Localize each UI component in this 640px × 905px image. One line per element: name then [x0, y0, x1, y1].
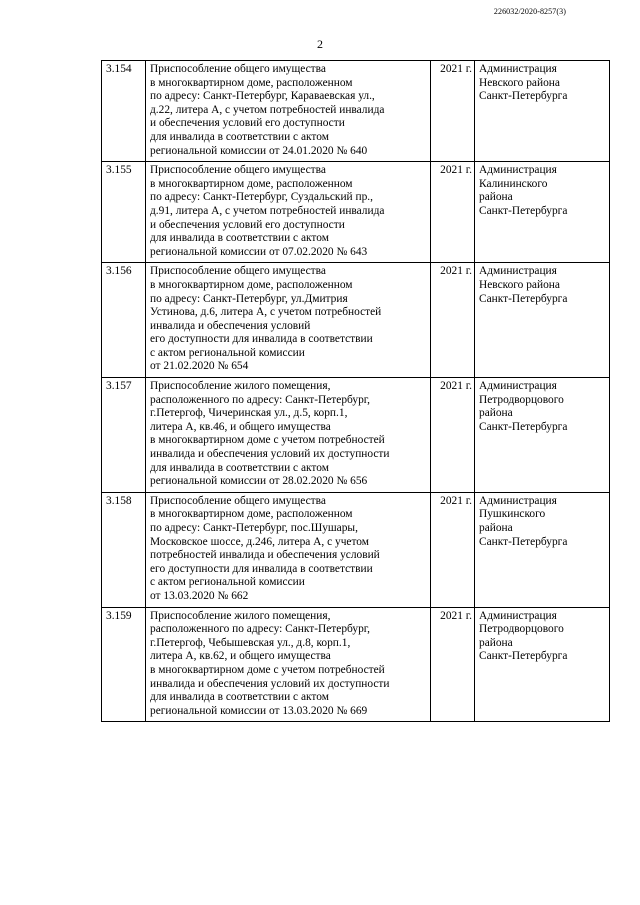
item-responsible: Администрация Петродворцового района Санкт-Петербурга: [475, 378, 610, 493]
item-responsible: Администрация Невского района Санкт-Петербурга: [475, 61, 610, 162]
table-row: [102, 378, 610, 493]
item-number: 3.157: [102, 378, 146, 493]
measures-table: [101, 60, 610, 722]
item-description: Приспособление жилого помещения, расположенного по адресу: Санкт-Петербург, г.Петергоф, Чичеринская ул., д.5, корп.1, литера А, кв.46, и общего имущества в многоквартирном доме с учетом потребностей инвалида и обеспечения условий их доступности для инвалида в соответствии с актом региональной комиссии от 28.02.2020 № 656: [146, 378, 431, 493]
item-year: 2021 г.: [431, 162, 475, 263]
item-number: 3.159: [102, 607, 146, 722]
table-row: [102, 492, 610, 607]
item-number: 3.154: [102, 61, 146, 162]
item-responsible: Администрация Петродворцового района Санкт-Петербурга: [475, 607, 610, 722]
item-number: 3.158: [102, 492, 146, 607]
item-year: 2021 г.: [431, 607, 475, 722]
page-number: 2: [317, 37, 323, 51]
item-year: 2021 г.: [431, 263, 475, 378]
item-description: Приспособление общего имущества в многоквартирном доме, расположенном по адресу: Санкт-Петербург, ул.Дмитрия Устинова, д.6, литера А, с учетом потребностей инвалида и обеспечения условий его доступности для инвалида в соответствии с актом региональной комиссии от 21.02.2020 № 654: [146, 263, 431, 378]
item-year: 2021 г.: [431, 378, 475, 493]
table-row: [102, 607, 610, 722]
item-number: 3.155: [102, 162, 146, 263]
table-row: [102, 263, 610, 378]
item-responsible: Администрация Пушкинского района Санкт-Петербурга: [475, 492, 610, 607]
item-description: Приспособление общего имущества в многоквартирном доме, расположенном по адресу: Санкт-Петербург, пос.Шушары, Московское шоссе, д.246, литера А, с учетом потребностей инвалида и обеспечения условий его доступности для инвалида в соответствии с актом региональной комиссии от 13.03.2020 № 662: [146, 492, 431, 607]
item-responsible: Администрация Невского района Санкт-Петербурга: [475, 263, 610, 378]
item-description: Приспособление общего имущества в многоквартирном доме, расположенном по адресу: Санкт-Петербург, Караваевская ул., д.22, литера А, с учетом потребностей инвалида и обеспечения условий его доступности для инвалида в соответствии с актом региональной комиссии от 24.01.2020 № 640: [146, 61, 431, 162]
document-id: 226032/2020-8257(3): [493, 7, 566, 16]
item-year: 2021 г.: [431, 492, 475, 607]
item-description: Приспособление жилого помещения, расположенного по адресу: Санкт-Петербург, г.Петергоф, Чебышевская ул., д.8, корп.1, литера А, кв.62, и общего имущества в многоквартирном доме с учетом потребностей инвалида и обеспечения условий их доступности для инвалида в соответствии с актом региональной комиссии от 13.03.2020 № 669: [146, 607, 431, 722]
table-row: [102, 61, 610, 162]
item-number: 3.156: [102, 263, 146, 378]
item-description: Приспособление общего имущества в многоквартирном доме, расположенном по адресу: Санкт-Петербург, Суздальский пр., д.91, литера А, с учетом потребностей инвалида и обеспечения условий его доступности для инвалида в соответствии с актом региональной комиссии от 07.02.2020 № 643: [146, 162, 431, 263]
item-responsible: Администрация Калининского района Санкт-Петербурга: [475, 162, 610, 263]
item-year: 2021 г.: [431, 61, 475, 162]
table-row: [102, 162, 610, 263]
